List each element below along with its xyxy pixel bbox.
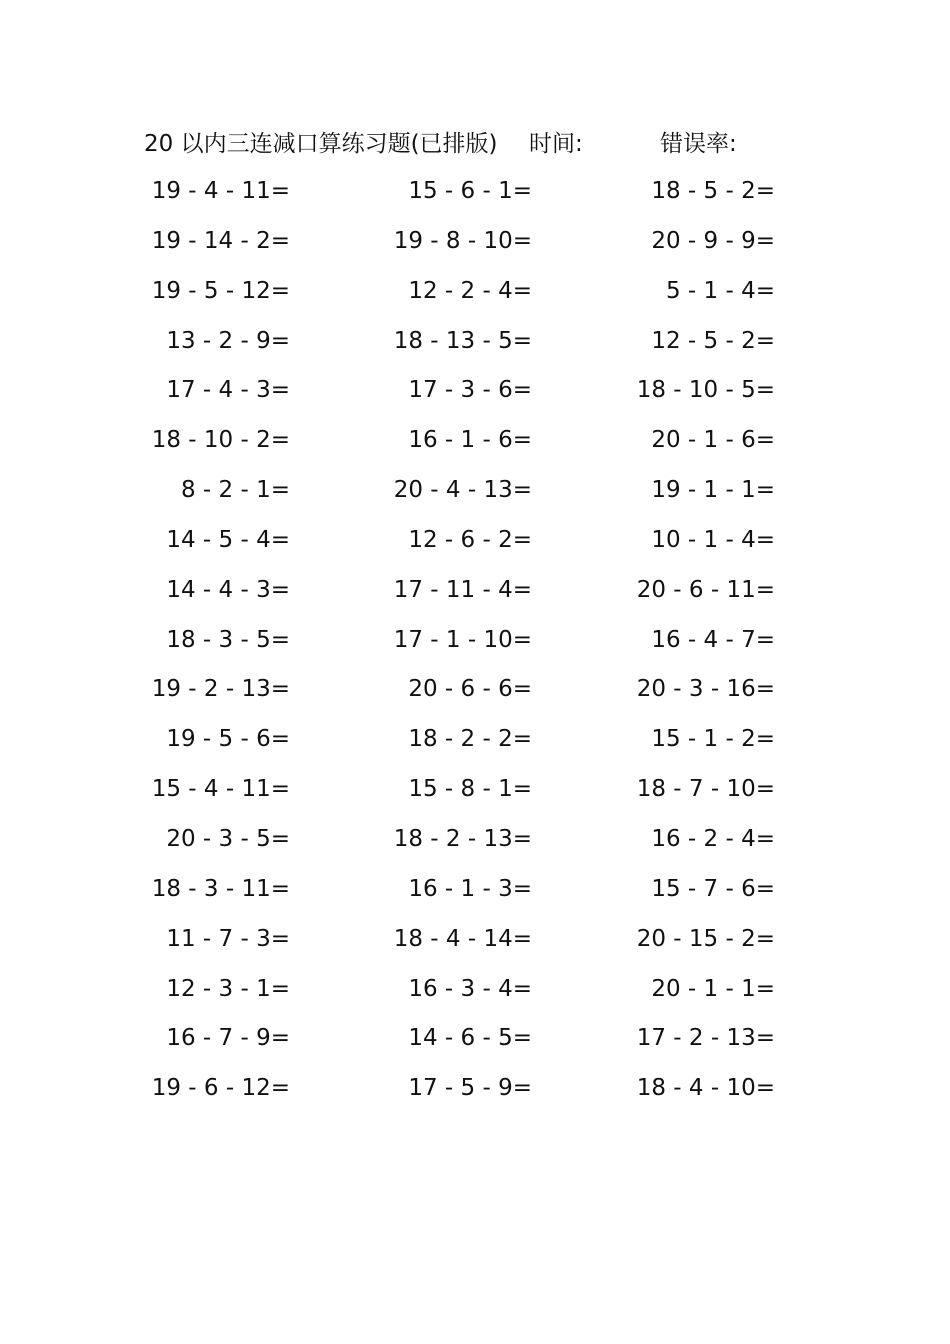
problem-item: 15 - 1 - 2= [651, 726, 775, 753]
problem-row [0, 819, 950, 869]
problem-row [0, 370, 950, 420]
problem-item: 15 - 4 - 11= [151, 776, 290, 803]
problem-item: 20 - 4 - 13= [393, 477, 532, 504]
problem-item: 18 - 4 - 10= [636, 1075, 775, 1102]
problem-row [0, 520, 950, 570]
problem-item: 15 - 7 - 6= [651, 875, 775, 902]
problem-item: 19 - 2 - 13= [151, 676, 290, 703]
problem-row [0, 221, 950, 271]
problem-row [0, 271, 950, 321]
problem-row [0, 919, 950, 969]
problem-row [0, 969, 950, 1019]
problem-item: 5 - 1 - 4= [665, 277, 775, 304]
problem-row [0, 470, 950, 520]
problem-item: 18 - 4 - 14= [393, 925, 532, 952]
problem-item: 16 - 4 - 7= [651, 626, 775, 653]
problem-item: 16 - 2 - 4= [651, 825, 775, 852]
problem-item: 11 - 7 - 3= [166, 925, 290, 952]
problem-row [0, 570, 950, 620]
problem-item: 19 - 5 - 12= [151, 277, 290, 304]
problem-item: 13 - 2 - 9= [166, 327, 290, 354]
problem-row [0, 620, 950, 670]
problem-item: 20 - 15 - 2= [636, 925, 775, 952]
error-rate-label: 错误率: [660, 131, 737, 157]
time-label: 时间: [529, 131, 583, 157]
problem-item: 20 - 1 - 6= [651, 427, 775, 454]
problem-row [0, 1068, 950, 1118]
problem-item: 12 - 5 - 2= [651, 327, 775, 354]
problem-item: 20 - 6 - 11= [636, 576, 775, 603]
problem-item: 20 - 3 - 16= [636, 676, 775, 703]
problem-item: 20 - 9 - 9= [651, 227, 775, 254]
problem-item: 15 - 6 - 1= [408, 178, 532, 204]
problem-item: 17 - 2 - 13= [636, 1025, 775, 1052]
problem-row [0, 171, 950, 221]
problem-item: 18 - 3 - 11= [151, 875, 290, 902]
problem-item: 20 - 1 - 1= [651, 975, 775, 1002]
problem-item: 18 - 2 - 2= [408, 726, 532, 753]
problem-item: 17 - 4 - 3= [166, 377, 290, 404]
problem-item: 18 - 7 - 10= [636, 776, 775, 803]
problem-item: 18 - 13 - 5= [393, 327, 532, 354]
problem-item: 16 - 1 - 3= [408, 875, 532, 902]
problem-row [0, 420, 950, 470]
worksheet-header [0, 124, 950, 164]
problem-item: 8 - 2 - 1= [180, 477, 290, 504]
problem-item: 18 - 2 - 13= [393, 825, 532, 852]
problem-item: 18 - 3 - 5= [166, 626, 290, 653]
problem-item: 19 - 4 - 11= [151, 178, 290, 204]
problem-item: 14 - 6 - 5= [408, 1025, 532, 1052]
problem-item: 14 - 4 - 3= [166, 576, 290, 603]
problem-item: 19 - 5 - 6= [166, 726, 290, 753]
problem-item: 19 - 14 - 2= [151, 227, 290, 254]
problem-item: 17 - 5 - 9= [408, 1075, 532, 1102]
problem-item: 19 - 8 - 10= [393, 227, 532, 254]
problem-item: 19 - 6 - 12= [151, 1075, 290, 1102]
problem-item: 12 - 3 - 1= [166, 975, 290, 1002]
problem-item: 18 - 5 - 2= [651, 178, 775, 204]
problem-item: 18 - 10 - 2= [151, 427, 290, 454]
problem-item: 20 - 3 - 5= [166, 825, 290, 852]
problem-grid [0, 171, 950, 1118]
problem-item: 12 - 2 - 4= [408, 277, 532, 304]
problem-item: 17 - 11 - 4= [393, 576, 532, 603]
problem-item: 16 - 1 - 6= [408, 427, 532, 454]
problem-item: 16 - 3 - 4= [408, 975, 532, 1002]
problem-row [0, 321, 950, 371]
problem-item: 16 - 7 - 9= [166, 1025, 290, 1052]
problem-item: 15 - 8 - 1= [408, 776, 532, 803]
problem-row [0, 869, 950, 919]
problem-row [0, 769, 950, 819]
problem-row [0, 1018, 950, 1068]
problem-item: 17 - 1 - 10= [393, 626, 532, 653]
worksheet-title: 20 以内三连减口算练习题(已排版) [144, 131, 498, 157]
problem-item: 18 - 10 - 5= [636, 377, 775, 404]
problem-item: 19 - 1 - 1= [651, 477, 775, 504]
problem-item: 14 - 5 - 4= [166, 526, 290, 553]
problem-row [0, 719, 950, 769]
problem-item: 20 - 6 - 6= [408, 676, 532, 703]
problem-item: 12 - 6 - 2= [408, 526, 532, 553]
problem-item: 17 - 3 - 6= [408, 377, 532, 404]
problem-item: 10 - 1 - 4= [651, 526, 775, 553]
problem-row [0, 669, 950, 719]
